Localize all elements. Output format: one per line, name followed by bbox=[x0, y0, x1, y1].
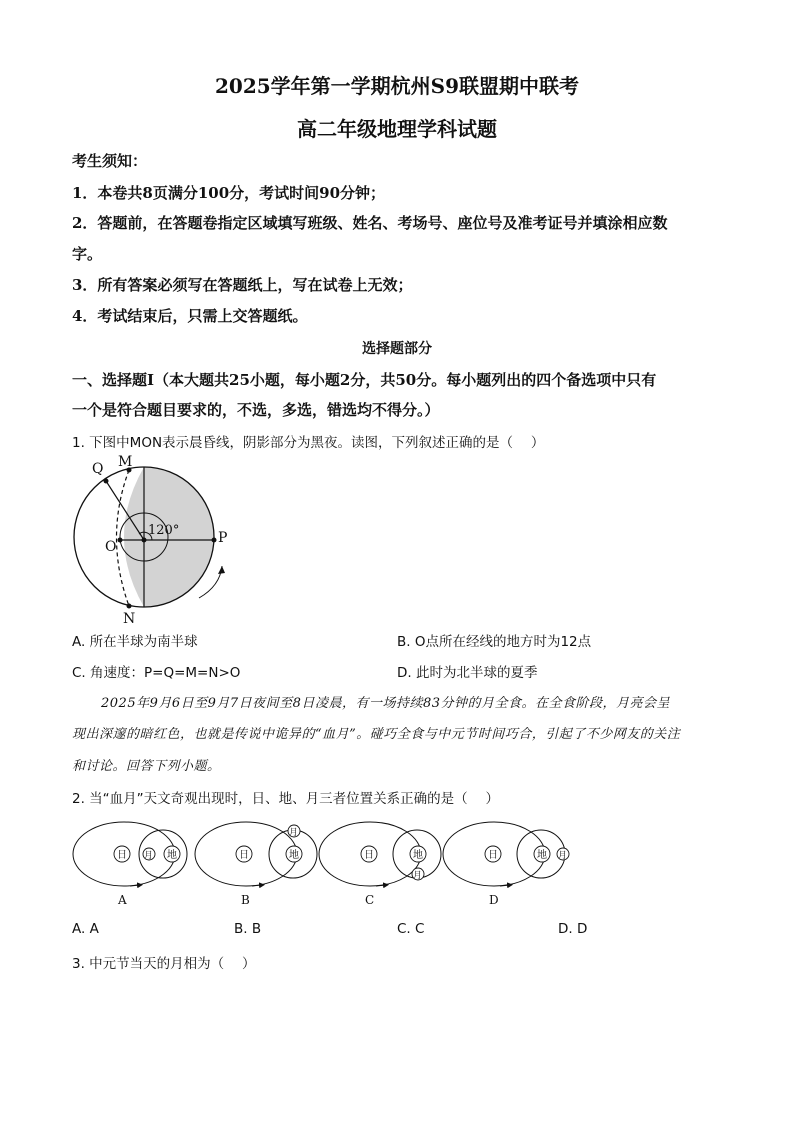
q1-figure bbox=[60, 448, 250, 628]
label-q: Q bbox=[92, 461, 104, 477]
section-instruction: 一、选择题Ⅰ（本大题共25小题，每小题2分，共50分。每小题列出的四个备选项中只有 bbox=[72, 371, 657, 389]
rotation-arrowhead bbox=[218, 566, 225, 574]
notice-heading: 考生须知： bbox=[72, 152, 148, 170]
q2-option-a: A. A bbox=[72, 921, 99, 937]
q2-option-c: C. C bbox=[397, 921, 425, 937]
label-angle: 120° bbox=[148, 523, 180, 538]
center-point bbox=[142, 538, 147, 543]
diagram-b bbox=[195, 822, 317, 907]
q1-option-b: B. O点所在经线的地方时为12点 bbox=[397, 634, 592, 650]
notice-item: 字。 bbox=[72, 245, 103, 263]
point-n bbox=[127, 604, 132, 609]
q2-figure bbox=[60, 812, 600, 917]
diagram-d bbox=[443, 822, 569, 907]
passage-line: 2025年9月6日至9月7日夜间至8日凌晨，有一场持续83分钟的月全食。在全食阶段，月亮会呈 bbox=[101, 696, 670, 711]
passage-line: 和讨论。回答下列小题。 bbox=[72, 759, 221, 774]
earth-glyph: 地 bbox=[167, 850, 177, 861]
moon-glyph: 月 bbox=[558, 851, 568, 861]
q3-stem: 3. 中元节当天的月相为（ ） bbox=[72, 956, 256, 972]
q2-option-d: D. D bbox=[558, 921, 588, 937]
earth-glyph: 地 bbox=[413, 850, 423, 861]
moon-glyph: 月 bbox=[413, 871, 423, 881]
point-q bbox=[104, 479, 109, 484]
sun-glyph: 日 bbox=[364, 850, 374, 861]
diagram-a bbox=[73, 822, 187, 907]
sun-glyph: 日 bbox=[488, 850, 498, 861]
point-p bbox=[212, 538, 217, 543]
notice-item: 1．本卷共8页满分100分，考试时间90分钟； bbox=[72, 184, 386, 202]
q1-stem: 1. 下图中MON表示晨昏线，阴影部分为黑夜。读图，下列叙述正确的是（ ） bbox=[72, 435, 545, 451]
q1-option-c: C. 角速度：P=Q=M=N>O bbox=[72, 665, 241, 681]
section-title: 选择题部分 bbox=[362, 341, 432, 357]
point-o bbox=[118, 538, 123, 543]
passage-line: 现出深邃的暗红色，也就是传说中诡异的“血月”。碰巧全食与中元节时间巧合，引起了不少网友的关注 bbox=[72, 727, 681, 742]
notice-item: 2．答题前，在答题卷指定区域填写班级、姓名、考场号、座位号及准考证号并填涂相应数 bbox=[72, 214, 668, 232]
notice-item: 4．考试结束后，只需上交答题纸。 bbox=[72, 307, 308, 325]
exam-subtitle: 高二年级地理学科试题 bbox=[297, 117, 497, 141]
q2-option-b: B. B bbox=[234, 921, 262, 937]
sun-glyph: 日 bbox=[117, 850, 127, 861]
moon-glyph: 月 bbox=[144, 851, 154, 861]
diagram-label-a: A bbox=[118, 893, 127, 907]
section-instruction: 一个是符合题目要求的，不选，多选，错选均不得分。） bbox=[72, 401, 440, 419]
q2-stem: 2. 当“血月”天文奇观出现时，日、地、月三者位置关系正确的是（ ） bbox=[72, 791, 499, 807]
q1-option-a: A. 所在半球为南半球 bbox=[72, 634, 198, 650]
exam-title: 2025学年第一学期杭州S9联盟期中联考 bbox=[214, 74, 580, 98]
label-o: O bbox=[105, 539, 117, 555]
diagram-label-c: C bbox=[365, 893, 375, 907]
label-p: P bbox=[218, 530, 228, 546]
label-m: M bbox=[118, 454, 133, 470]
moon-glyph: 月 bbox=[289, 828, 299, 838]
label-n: N bbox=[123, 611, 136, 627]
diagram-label-d: D bbox=[489, 893, 499, 907]
earth-glyph: 地 bbox=[289, 850, 299, 861]
q1-option-d: D. 此时为北半球的夏季 bbox=[397, 665, 538, 681]
sun-glyph: 日 bbox=[239, 850, 249, 861]
diagram-label-b: B bbox=[241, 893, 250, 907]
diagram-c bbox=[319, 822, 441, 907]
earth-glyph: 地 bbox=[537, 850, 547, 861]
notice-item: 3．所有答案必须写在答题纸上，写在试卷上无效； bbox=[72, 276, 413, 294]
